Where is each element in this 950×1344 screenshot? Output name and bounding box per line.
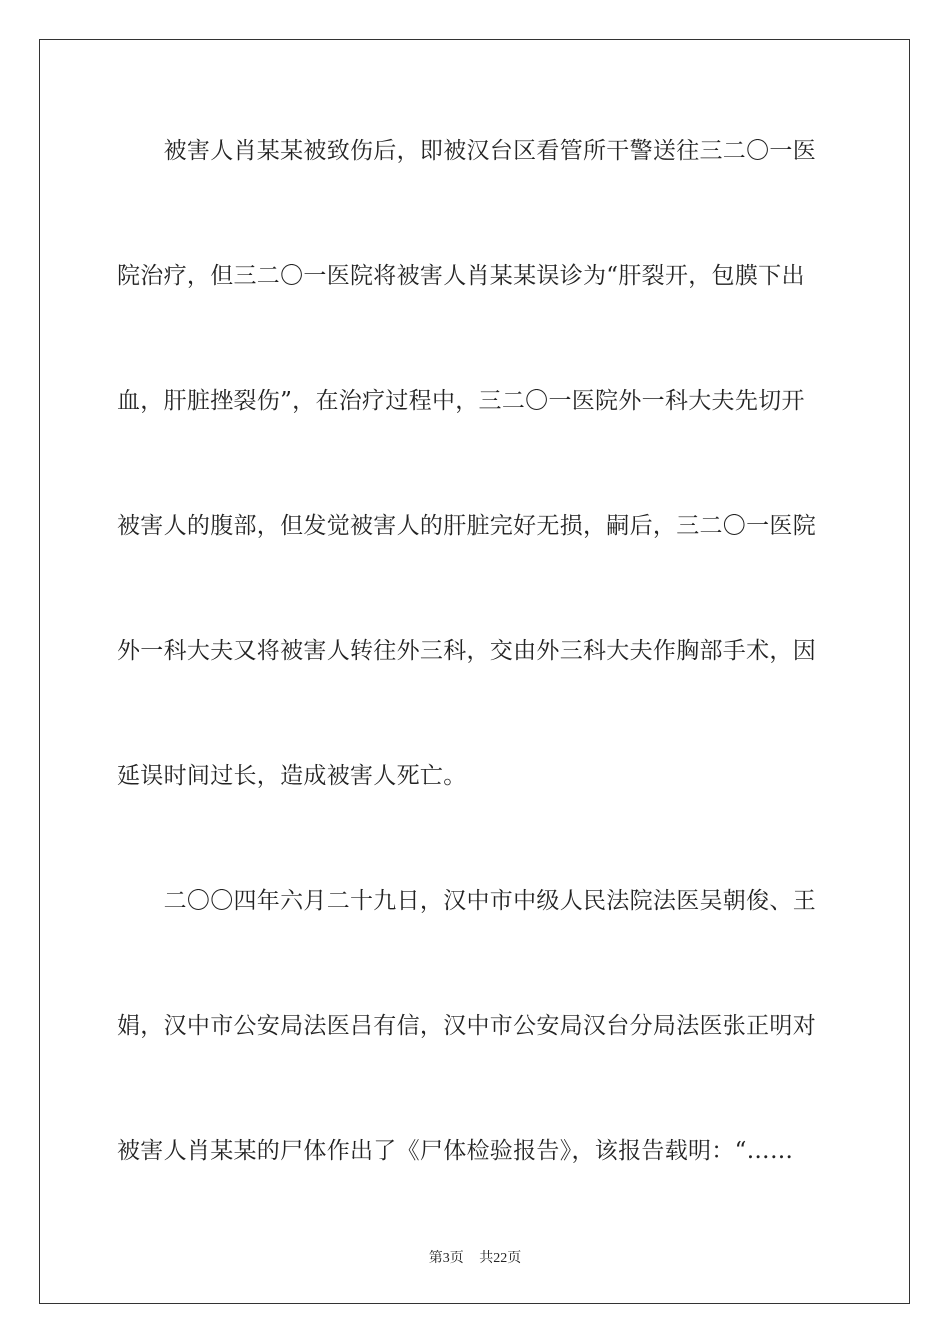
text-line: 延误时间过长，造成被害人死亡。: [117, 763, 467, 789]
text-line: 二〇〇四年六月二十九日，汉中市中级人民法院法医吴朝俊、王: [117, 888, 816, 914]
text-line: 院治疗，但三二〇一医院将被害人肖某某误诊为“肝裂开，包膜下出: [117, 263, 805, 289]
text-line: 被害人的腹部，但发觉被害人的肝脏完好无损，嗣后，三二〇一医院: [117, 513, 816, 539]
text-line: 外一科大夫又将被害人转往外三科，交由外三科大夫作胸部手术，因: [117, 638, 816, 664]
page-number: 第3页: [428, 1251, 464, 1266]
text-line: 被害人肖某某被致伤后，即被汉台区看管所干警送往三二〇一医: [117, 138, 816, 164]
text-line: 娟，汉中市公安局法医吕有信，汉中市公安局汉台分局法医张正明对: [117, 1013, 816, 1039]
page-border: [39, 39, 910, 1304]
page-total: 共22页: [479, 1251, 522, 1266]
text-line: 被害人肖某某的尸体作出了《尸体检验报告》，该报告载明：“……: [117, 1138, 794, 1164]
page-footer: [0, 1247, 950, 1267]
text-line: 血，肝脏挫裂伤”，在治疗过程中，三二〇一医院外一科大夫先切开: [117, 388, 805, 414]
